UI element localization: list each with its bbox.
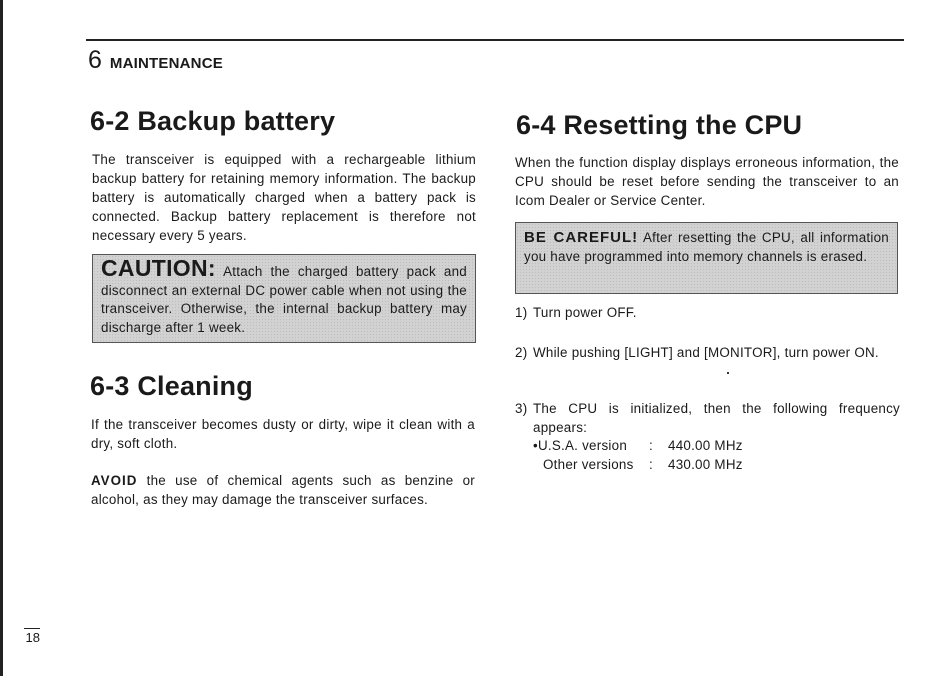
step-text: The CPU is initialized, then the following frequency appears: [533,401,900,435]
frequency-label: •U.S.A. version [533,438,628,453]
be-careful-text [524,229,889,266]
cleaning-body: If the transceiver becomes dusty or dirty, wipe it clean with a dry, soft cloth. [91,417,475,451]
step-2 [515,343,900,383]
chapter-title: MAINTENANCE [109,55,223,72]
backup-battery-body: The transceiver is equipped with a rechargeable lithium backup battery for retaining memory information. The backup battery is automatically charged when a battery pack is connected. Backup battery replacement is therefore not necessary every 5 years. [92,152,476,243]
avoid-paragraph [91,471,475,509]
caution-body: Attach the charged battery pack and disconnect an external DC power cable when not using the transceiver. Otherwise, the internal backup battery may discharge after 1 week. [101,264,468,335]
chapter-number: 6 [88,46,102,74]
step-text: Turn power OFF. [533,305,637,320]
frequency-separator: : [649,438,653,453]
be-careful-body: After resetting the CPU, all information you have programmed into memory channels is erased. [524,230,889,264]
step-1 [515,303,900,323]
frequency-value: 430.00 MHz [668,457,743,472]
reset-cpu-heading: 6-4 Resetting the CPU [516,110,803,140]
page-number: 18 [25,630,40,645]
avoid-word: AVOID [91,473,138,488]
step-number: 1) [515,305,528,320]
be-careful-box [515,222,898,294]
step-number: 3) [515,401,528,416]
header-rule [86,39,904,41]
frequency-separator: : [649,457,653,472]
scan-speck [727,372,729,374]
frequency-row-other [533,455,893,475]
step-text: While pushing [LIGHT] and [MONITOR], turn power ON. [533,345,879,360]
frequency-label: Other versions [543,457,634,472]
caution-text [101,255,468,337]
reset-cpu-body: When the function display displays erroneous information, the CPU should be reset before sending the transceiver to an Icom Dealer or Service Center. [515,155,899,208]
cleaning-heading: 6-3 Cleaning [90,371,253,401]
backup-battery-heading: 6-2 Backup battery [90,106,336,136]
step-number: 2) [515,345,528,360]
page-edge-line [0,0,3,676]
caution-heading: CAUTION: [101,255,216,281]
avoid-text: the use of chemical agents such as benzine or alcohol, as they may damage the transceiver surfaces. [91,473,475,507]
be-careful-heading: BE CAREFUL! [524,229,639,246]
frequency-value: 440.00 MHz [668,438,743,453]
step-3 [515,399,900,439]
caution-box [92,254,476,343]
frequency-row-usa [533,436,893,456]
chapter-header [88,46,223,75]
